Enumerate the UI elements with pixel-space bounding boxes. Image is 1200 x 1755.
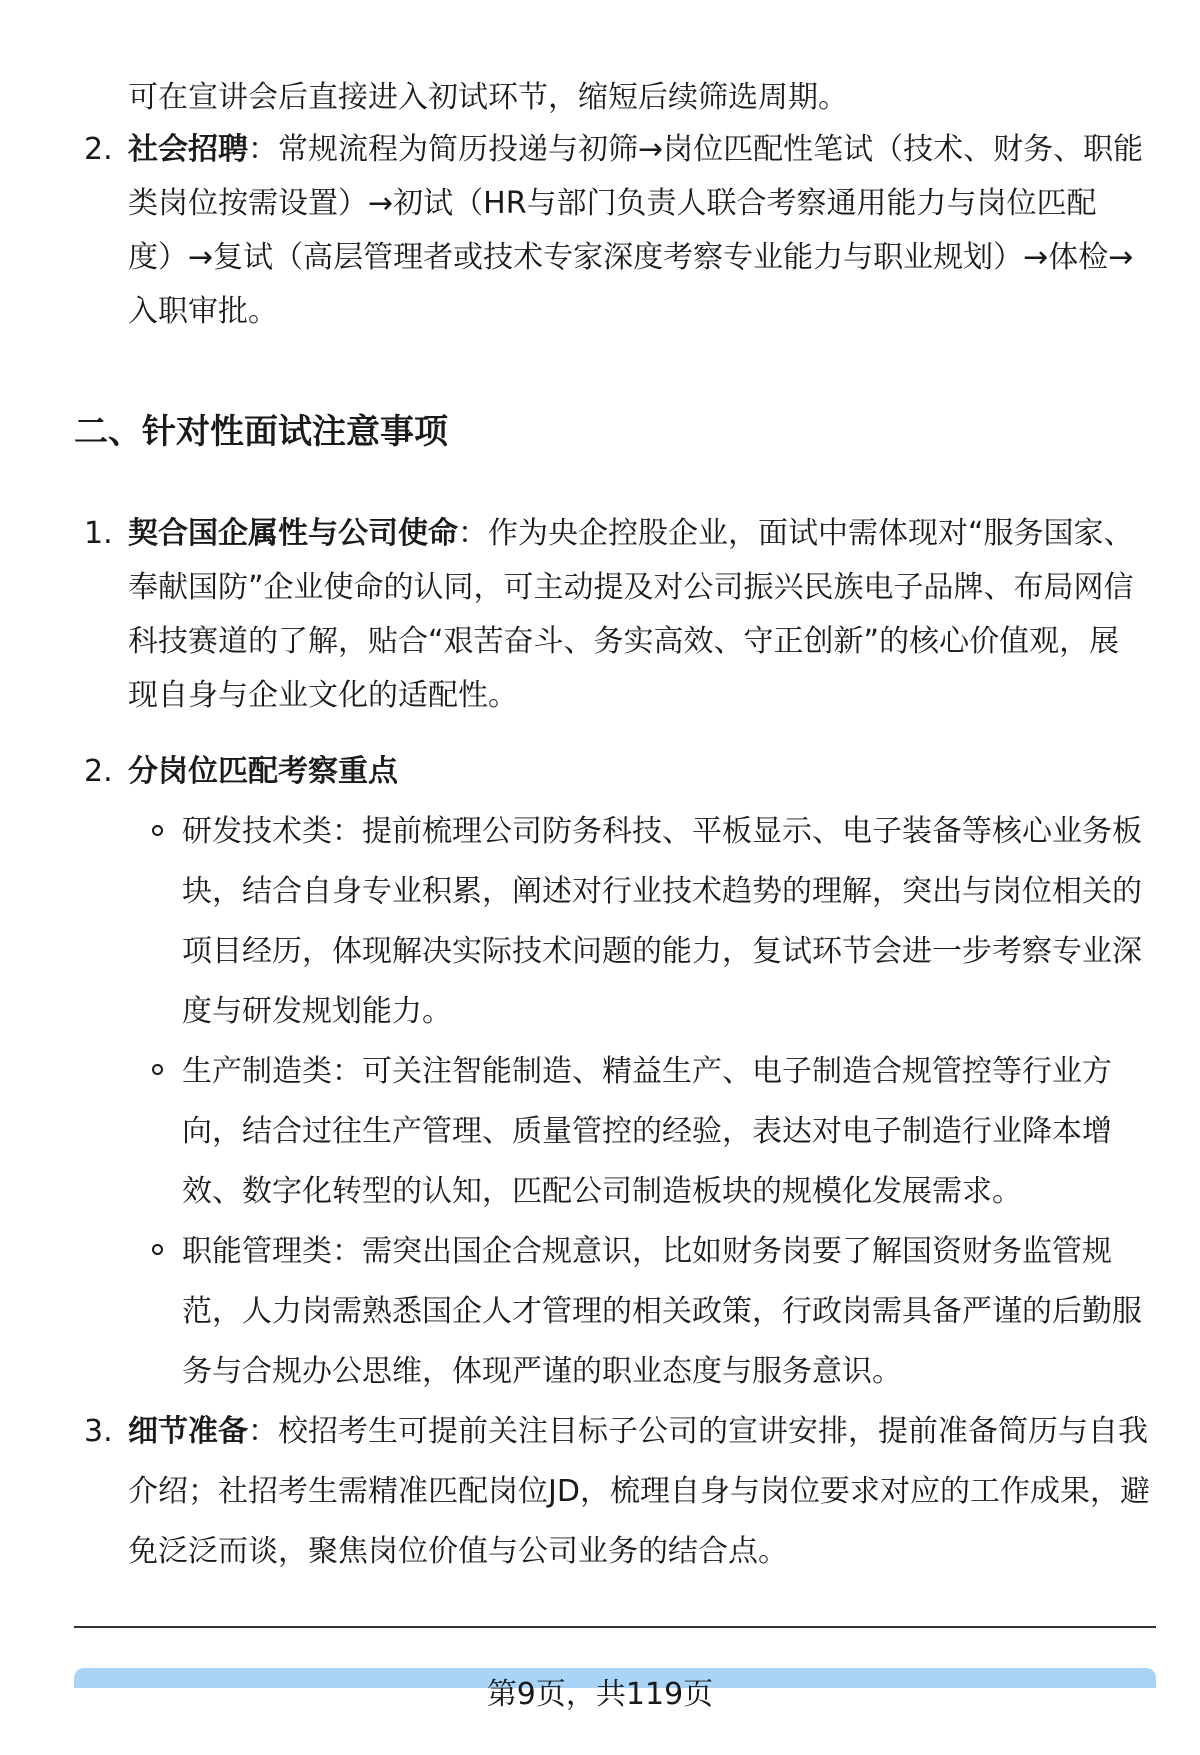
bullet-circle-icon bbox=[152, 1064, 163, 1075]
list-item-line: 入职审批。 bbox=[128, 294, 278, 329]
paragraph-line: 可在宣讲会后直接进入初试环节，缩短后续筛选周期。 bbox=[128, 80, 848, 115]
list-number: 1. bbox=[84, 516, 113, 551]
list-item-term: 契合国企属性与公司使命 bbox=[128, 516, 458, 551]
sub-item-line: 研发技术类：提前梳理公司防务科技、平板显示、电子装备等核心业务板 bbox=[182, 814, 1142, 849]
sub-item-line: 项目经历，体现解决实际技术问题的能力，复试环节会进一步考察专业深 bbox=[182, 934, 1142, 969]
list-number: 3. bbox=[84, 1414, 113, 1449]
list-item-line: 度）→复试（高层管理者或技术专家深度考察专业能力与职业规划）→体检→ bbox=[128, 240, 1134, 275]
list-item-line bbox=[128, 1412, 1148, 1452]
footer-divider bbox=[74, 1626, 1156, 1628]
list-item-term: 细节准备 bbox=[128, 1414, 248, 1449]
list-item-line: 介绍；社招考生需精准匹配岗位JD，梳理自身与岗位要求对应的工作成果，避 bbox=[128, 1474, 1150, 1509]
list-number: 2. bbox=[84, 754, 113, 789]
sub-item-line: 效、数字化转型的认知，匹配公司制造板块的规模化发展需求。 bbox=[182, 1174, 1022, 1209]
list-item-text: ：作为央企控股企业，面试中需体现对“服务国家、 bbox=[458, 516, 1134, 551]
list-item-line: 奉献国防”企业使命的认同，可主动提及对公司振兴民族电子品牌、布局网信 bbox=[128, 570, 1134, 605]
list-item-line: 现自身与企业文化的适配性。 bbox=[128, 678, 518, 713]
bullet-circle-icon bbox=[152, 1244, 163, 1255]
sub-item-line: 度与研发规划能力。 bbox=[182, 994, 452, 1029]
list-item-line: 科技赛道的了解，贴合“艰苦奋斗、务实高效、守正创新”的核心价值观，展 bbox=[128, 624, 1120, 659]
bullet-circle-icon bbox=[152, 825, 163, 836]
list-item-text: ：常规流程为简历投递与初筛→岗位匹配性笔试（技术、财务、职能 bbox=[248, 132, 1144, 167]
list-item-text: ：校招考生可提前关注目标子公司的宣讲安排，提前准备简历与自我 bbox=[248, 1414, 1148, 1449]
sub-item-line: 务与合规办公思维，体现严谨的职业态度与服务意识。 bbox=[182, 1354, 902, 1389]
list-number: 2. bbox=[84, 132, 113, 167]
sub-item-line: 范，人力岗需熟悉国企人才管理的相关政策，行政岗需具备严谨的后勤服 bbox=[182, 1294, 1142, 1329]
section-heading: 二、针对性面试注意事项 bbox=[74, 412, 448, 452]
list-item-line bbox=[128, 130, 1143, 170]
sub-item-line: 职能管理类：需突出国企合规意识，比如财务岗要了解国资财务监管规 bbox=[182, 1234, 1112, 1269]
sub-item-line: 块，结合自身专业积累，阐述对行业技术趋势的理解，突出与岗位相关的 bbox=[182, 874, 1142, 909]
page-number: 第9页，共119页 bbox=[486, 1677, 714, 1712]
list-item-line bbox=[128, 514, 1134, 554]
sub-item-line: 向，结合过往生产管理、质量管控的经验，表达对电子制造行业降本增 bbox=[182, 1114, 1112, 1149]
list-item-term: 分岗位匹配考察重点 bbox=[128, 754, 398, 789]
list-item-line: 类岗位按需设置）→初试（HR与部门负责人联合考察通用能力与岗位匹配 bbox=[128, 186, 1097, 221]
list-item-line: 免泛泛而谈，聚焦岗位价值与公司业务的结合点。 bbox=[128, 1534, 788, 1569]
list-item-term: 社会招聘 bbox=[128, 132, 248, 167]
sub-item-line: 生产制造类：可关注智能制造、精益生产、电子制造合规管控等行业方 bbox=[182, 1054, 1112, 1089]
